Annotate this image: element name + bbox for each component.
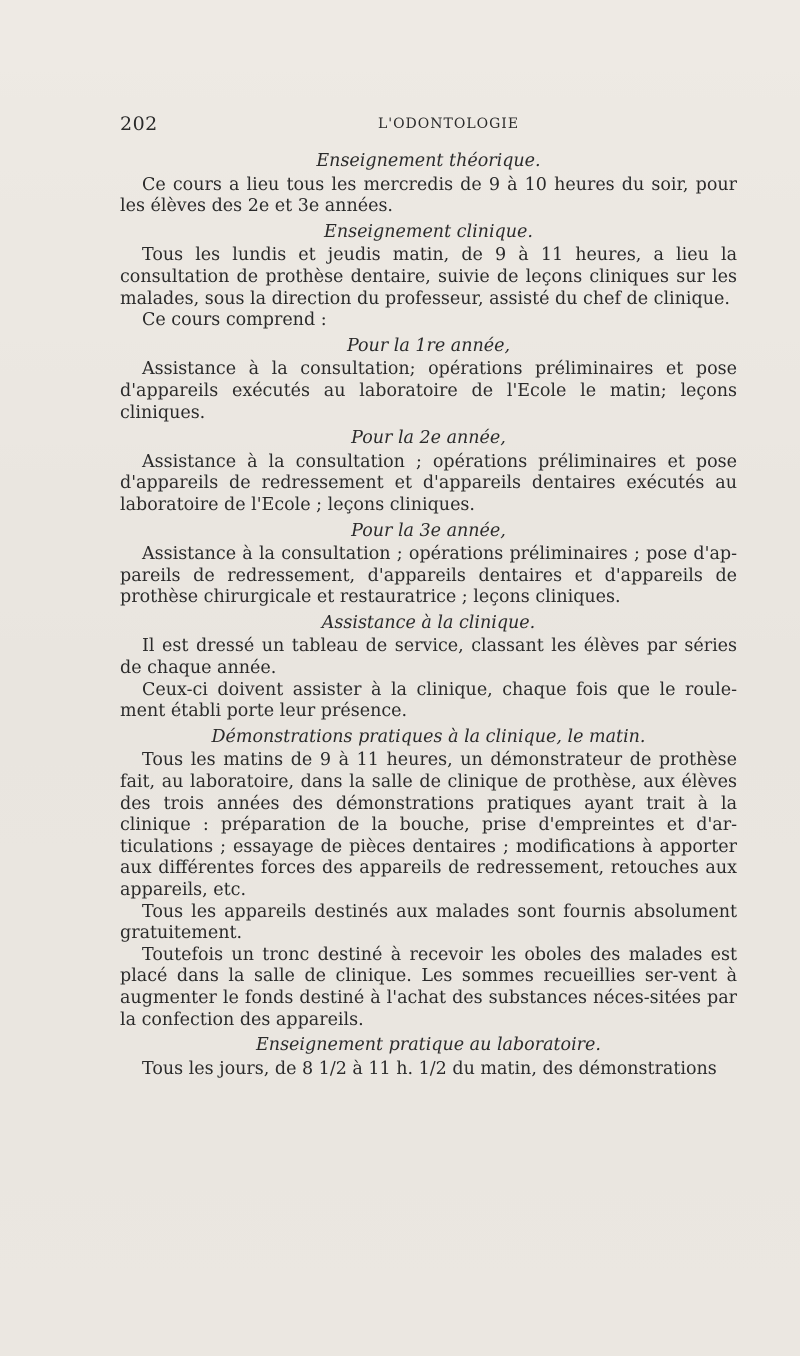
paragraph: Tous les jours, de 8 1/2 à 11 h. 1/2 du matin, des démonstrations xyxy=(142,1058,717,1079)
running-title: L'ODONTOLOGIE xyxy=(377,116,520,132)
paragraph: Ceux-ci doivent assister à la clinique, chaque fois que le roule-ment établi porte leur présence. xyxy=(120,679,737,722)
page-body xyxy=(120,147,737,1080)
paragraph: Tous les lundis et jeudis matin, de 9 à 11 heures, a lieu la consultation de prothèse dentaire, suivie de leçons cliniques sur les malades, sous la direction du professeur, assisté du chef de clinique. xyxy=(120,245,737,309)
section-heading: Pour la 2e année, xyxy=(351,428,506,449)
paragraph: Ce cours comprend : xyxy=(142,310,327,331)
paragraph: Ce cours a lieu tous les mercredis de 9 à 10 heures du soir, pour les élèves des 2e et 3e années. xyxy=(120,174,737,217)
paragraph: Assistance à la consultation; opérations préliminaires et pose d'appareils exécutés au laboratoire de l'Ecole le matin; leçons cliniques. xyxy=(120,359,737,423)
paragraph: Il est dressé un tableau de service, classant les élèves par séries de chaque année. xyxy=(120,636,737,679)
paragraph: Toutefois un tronc destiné à recevoir les oboles des malades est placé dans la salle de clinique. Les sommes recueillies ser-vent à augmenter le fonds destiné à l'achat des substances néces-sitées par la confection des appareils. xyxy=(120,944,737,1030)
section-heading: Assistance à la clinique. xyxy=(321,612,536,633)
section-heading: Pour la 1re année, xyxy=(346,335,511,356)
section-heading: Pour la 3e année, xyxy=(351,520,506,541)
section-heading: Démonstrations pratiques à la clinique, le matin. xyxy=(211,726,646,747)
page-number: 202 xyxy=(120,113,158,135)
section-heading: Enseignement pratique au laboratoire. xyxy=(256,1035,601,1056)
paragraph: Assistance à la consultation ; opérations préliminaires ; pose d'ap-pareils de redressement, d'appareils dentaires et d'appareils de prothèse chirurgicale et restauratrice ; leçons cliniques. xyxy=(120,544,737,608)
paragraph: Tous les matins de 9 à 11 heures, un démonstrateur de prothèse fait, au laboratoire, dans la salle de clinique de prothèse, aux élèves des trois années des démonstrations pratiques ayant trait à la clinique : préparation de la bouche, prise d'empreintes et d'ar-ticulations ; essayage de pièces dentaires ; modifications à apporter aux différentes forces des appareils de redressement, retouches aux appareils, etc. xyxy=(120,750,737,900)
paragraph: Tous les appareils destinés aux malades sont fournis absolument gratuitement. xyxy=(120,901,737,944)
section-heading: Enseignement théorique. xyxy=(316,151,541,171)
section-heading: Enseignement clinique. xyxy=(324,221,533,242)
paragraph: Assistance à la consultation ; opérations préliminaires et pose d'appareils de redressement et d'appareils dentaires exécutés au laboratoire de l'Ecole ; leçons cliniques. xyxy=(120,451,737,515)
page-header xyxy=(120,113,737,141)
